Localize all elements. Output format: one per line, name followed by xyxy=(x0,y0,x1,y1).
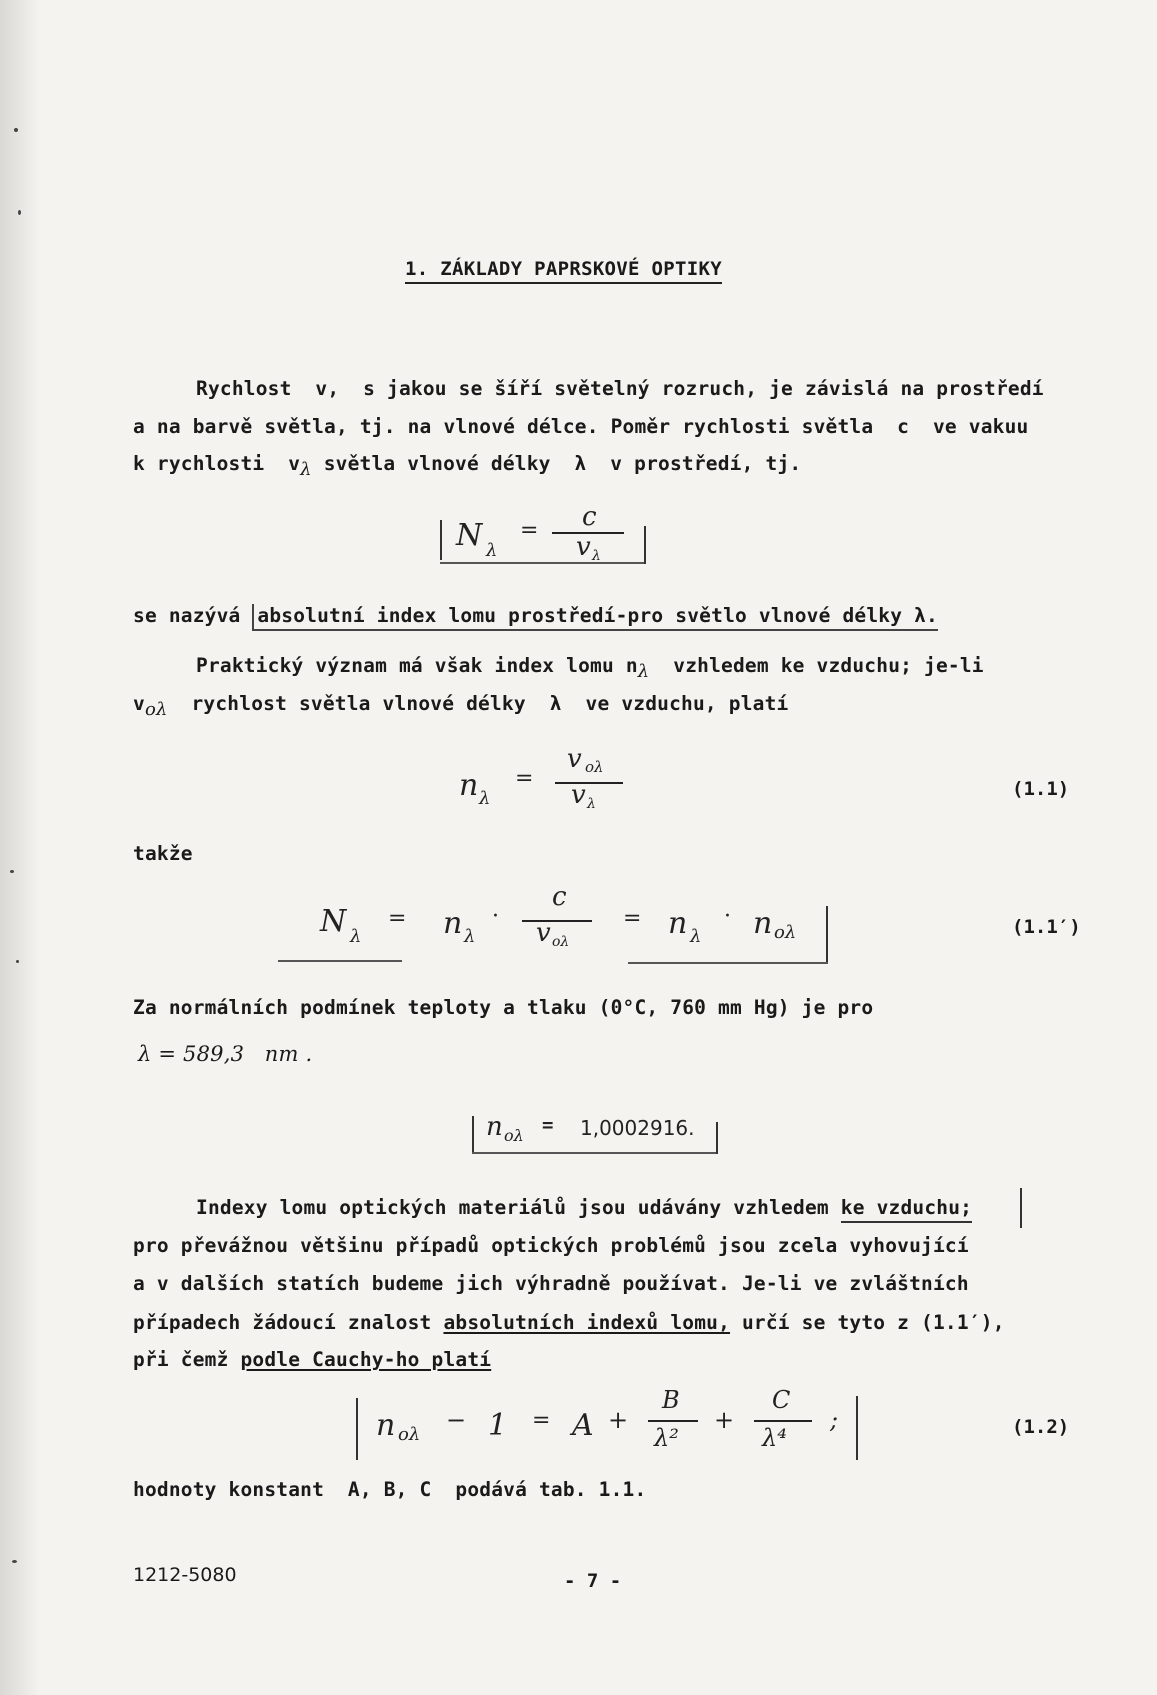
equation-1-2 xyxy=(352,1386,872,1466)
scan-speck xyxy=(18,210,21,215)
p2-boxed-definition: absolutní index lomu prostředí-pro světlo vlnové délky λ. xyxy=(252,604,938,631)
eq3-bottom-rule xyxy=(472,1152,718,1154)
eq2-m3-sub: oλ xyxy=(774,922,797,943)
p7-line: hodnoty konstant A, B, C podává tab. 1.1. xyxy=(133,1478,647,1501)
eq4-denominator-C: λ⁴ xyxy=(762,1424,787,1452)
p6-line-5 xyxy=(133,1348,491,1371)
eq3-lhs-sub: oλ xyxy=(504,1126,524,1145)
p6-margin-rule xyxy=(1020,1188,1022,1228)
p1-line-1: Rychlost v, s jakou se šíří světelný rozruch, je závislá na prostředí xyxy=(196,377,1044,400)
eq3-right-rule xyxy=(716,1122,718,1154)
eq4-right-rule xyxy=(856,1396,858,1460)
eq4-fraction-bar-B xyxy=(648,1420,698,1422)
footer-code: 1212-5080 xyxy=(133,1564,237,1586)
equation-air-index xyxy=(472,1112,722,1158)
p6-line-1 xyxy=(196,1196,972,1219)
eq1-denominator: v xyxy=(571,780,586,810)
p1-line-3-sub: λ xyxy=(300,458,312,480)
eq4-equals: = xyxy=(532,1408,551,1433)
eq3-left-rule xyxy=(472,1116,474,1152)
p6-line-4-c: určí se tyto z (1.1′), xyxy=(730,1311,1005,1334)
eq2-m1: n xyxy=(443,906,463,941)
eq0-denominator: v xyxy=(576,532,591,562)
eq2-m3: n xyxy=(753,906,773,941)
eq0-lhs-sub: λ xyxy=(486,540,498,561)
chapter-title: 1. ZÁKLADY PAPRSKOVÉ OPTIKY xyxy=(405,258,722,284)
p6-line-4-a: případech žádoucí znalost xyxy=(133,1311,444,1334)
p3-line-1 xyxy=(196,654,984,682)
eq4-minus: − xyxy=(446,1406,467,1434)
equation-1-1 xyxy=(455,744,655,822)
p6-line-4-b: absolutních indexů lomu, xyxy=(443,1311,731,1334)
eq4-label: (1.2) xyxy=(1012,1416,1070,1438)
p3-line-2 xyxy=(133,692,789,720)
eq0-denominator-sub: λ xyxy=(592,548,601,564)
p3-line-1-text: Praktický význam má však index lomu n xyxy=(196,654,638,677)
eq1-numerator-sub: oλ xyxy=(585,758,604,776)
p6-line-4 xyxy=(133,1311,1005,1334)
p6-line-1-a: Indexy lomu optických materiálů jsou udávány vzhledem xyxy=(196,1196,841,1219)
p1-line-2: a na barvě světla, tj. na vlnové délce. Poměr rychlosti světla c ve vakuu xyxy=(133,415,1029,438)
eq2-dot-2: · xyxy=(724,904,731,929)
equation-absolute-index xyxy=(440,502,650,570)
eq3-equals: = xyxy=(542,1114,554,1136)
p3-line-1-rest: vzhledem ke vzduchu; je-li xyxy=(649,654,984,677)
eq4-plus-1: + xyxy=(608,1406,629,1434)
p1-line-3-text: k rychlosti v xyxy=(133,452,301,475)
eq1-lhs-sub: λ xyxy=(479,788,491,809)
p1-line-3 xyxy=(133,452,801,480)
eq2-m1-sub: λ xyxy=(464,926,476,947)
eq4-left-rule xyxy=(356,1398,358,1460)
p6-line-5-a: při čemž xyxy=(133,1348,241,1371)
p6-line-5-b: podle Cauchy-ho platí xyxy=(240,1348,492,1371)
eq2-dot-1: · xyxy=(492,904,499,929)
eq2-numerator: c xyxy=(552,882,567,912)
eq2-denominator: v xyxy=(536,918,551,948)
scan-speck xyxy=(16,960,19,963)
eq3-value: 1,0002916. xyxy=(580,1116,695,1140)
eq2-label: (1.1′) xyxy=(1012,916,1081,938)
eq2-right-rule xyxy=(826,906,828,962)
equation-1-1-prime xyxy=(278,882,838,970)
p5-line-2: λ = 589,3 nm . xyxy=(138,1042,313,1066)
eq2-equals-2: = xyxy=(623,906,642,931)
p3-line-2-v: v xyxy=(133,692,145,715)
eq4-fraction-bar-C xyxy=(754,1420,812,1422)
eq0-numerator: c xyxy=(582,502,597,532)
eq0-bottom-rule xyxy=(440,562,645,564)
p2-line xyxy=(133,604,938,627)
eq4-numerator-B: B xyxy=(662,1386,680,1414)
p1-line-3-rest: světla vlnové délky λ v prostředí, tj. xyxy=(311,452,802,475)
eq4-numerator-C: C xyxy=(772,1386,791,1414)
eq0-lhs: N xyxy=(456,518,483,553)
eq0-right-rule xyxy=(644,526,646,564)
p3-line-2-rest: rychlost světla vlnové délky λ ve vzduchu, platí xyxy=(167,692,789,715)
eq1-lhs: n xyxy=(459,768,479,803)
eq0-left-rule xyxy=(440,520,442,560)
eq4-denominator-B: λ² xyxy=(654,1424,679,1452)
scan-edge-shadow xyxy=(0,0,40,1695)
eq2-bottom-rule-left xyxy=(278,960,402,962)
p3-line-1-sub: λ xyxy=(637,660,650,682)
eq2-lhs: N xyxy=(320,904,347,939)
eq2-m2-sub: λ xyxy=(690,926,702,947)
eq2-bottom-rule-right xyxy=(628,962,828,964)
p5-line-1: Za normálních podmínek teploty a tlaku (0°C, 760 mm Hg) je pro xyxy=(133,996,874,1019)
eq2-denominator-sub: oλ xyxy=(552,934,570,950)
p4-line: takže xyxy=(133,842,193,865)
eq1-label: (1.1) xyxy=(1012,778,1070,800)
eq3-lhs: n xyxy=(486,1112,503,1142)
eq2-m2: n xyxy=(668,906,688,941)
eq1-numerator: v xyxy=(567,744,582,774)
p2-prefix: se nazývá xyxy=(133,604,253,627)
p6-line-1-b: ke vzduchu; xyxy=(841,1196,972,1223)
scan-speck xyxy=(12,1560,17,1563)
eq2-equals-1: = xyxy=(388,906,407,931)
p6-line-2: pro převážnou většinu případů optických problémů jsou zcela vyhovující xyxy=(133,1234,969,1257)
eq4-plus-2: + xyxy=(714,1406,735,1434)
eq4-lhs: n xyxy=(376,1408,396,1443)
scan-speck xyxy=(14,128,18,132)
eq1-equals: = xyxy=(515,766,534,791)
footer-page-number: - 7 - xyxy=(564,1570,622,1592)
p6-line-3: a v dalších statích budeme jich výhradně používat. Je-li ve zvláštních xyxy=(133,1272,969,1295)
eq4-A: A xyxy=(572,1408,594,1443)
eq4-lhs-sub: oλ xyxy=(398,1424,421,1445)
p3-line-2-sub: oλ xyxy=(144,698,168,720)
scan-speck xyxy=(10,870,14,873)
eq2-lhs-sub: λ xyxy=(350,926,362,947)
eq4-semicolon: ; xyxy=(830,1406,839,1434)
eq4-one: 1 xyxy=(488,1408,508,1443)
eq0-equals: = xyxy=(520,518,539,543)
eq1-denominator-sub: λ xyxy=(587,796,596,812)
eq1-fraction-bar xyxy=(555,782,623,784)
eq2-fraction-bar xyxy=(522,920,592,922)
